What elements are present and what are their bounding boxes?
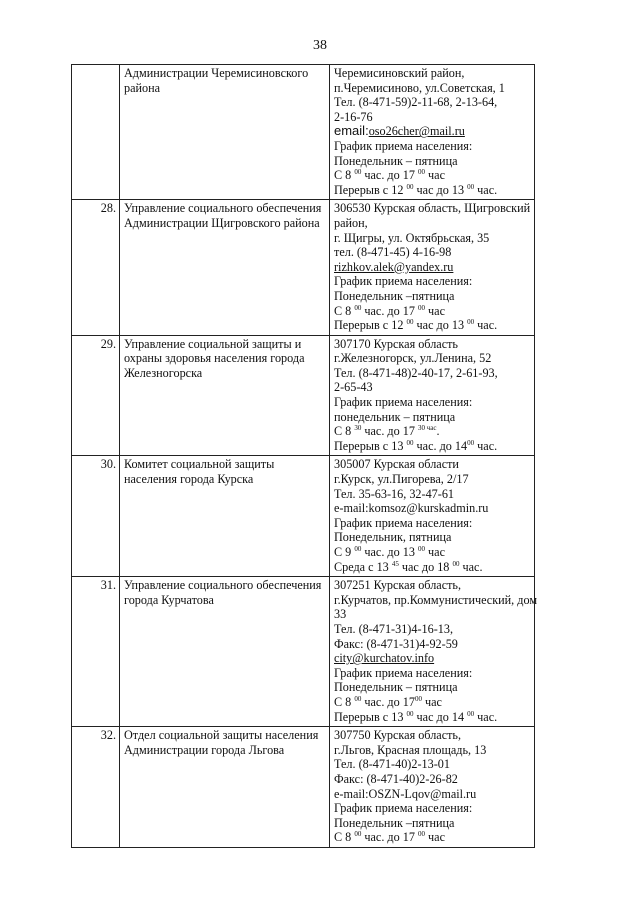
work-hours-text: С 8 — [334, 830, 355, 845]
schedule-title: График приема населения: — [334, 515, 473, 530]
work-hours-minutes: 00 — [354, 303, 362, 312]
break-hours — [334, 318, 531, 333]
row-number: 32. — [72, 727, 120, 848]
break-hours-text: час до 18 — [398, 559, 453, 574]
row-number: 28. — [72, 200, 120, 335]
work-hours-text: час — [425, 830, 445, 845]
row-number: 30. — [72, 456, 120, 577]
break-hours-text: Среда с 13 — [334, 559, 392, 574]
break-hours-minutes: 00 — [406, 182, 414, 191]
break-hours-text: час до 13 — [413, 182, 468, 197]
work-hours-text: час — [425, 545, 445, 559]
table-row — [72, 727, 535, 848]
email-line — [334, 124, 531, 139]
phone-line: 2-65-43 — [334, 380, 373, 395]
schedule-days: Понедельник, пятница — [334, 530, 452, 545]
work-hours-minutes: 30 — [354, 424, 362, 433]
phone-line: Факс: (8-471-31)4-92-59 — [334, 636, 458, 651]
address-line: 307750 Курская область, — [334, 728, 462, 743]
break-hours-text: Перерыв с 12 — [334, 182, 407, 197]
work-hours-minutes: 00 — [354, 830, 362, 839]
work-hours-text: час — [421, 694, 442, 709]
break-hours-minutes: 00 — [467, 709, 475, 718]
work-hours-minutes: 00 — [418, 168, 425, 177]
contact-info — [330, 335, 535, 456]
table-body — [72, 65, 538, 848]
address-line: г. Щигры, ул. Октябрьская, 35 — [334, 230, 490, 245]
work-hours-text: час. до 17 — [361, 694, 415, 709]
break-hours-text: час. — [474, 438, 498, 453]
contacts-table — [71, 64, 538, 848]
organization-name: Управление социальной защиты и охраны здоровья населения города Железногорска — [120, 335, 330, 456]
break-hours-minutes: 00 — [406, 438, 414, 447]
table-row — [72, 456, 535, 577]
work-hours-minutes: 00 — [418, 303, 425, 312]
break-hours — [334, 183, 531, 198]
address-line: п.Черемисиново, ул.Советская, 1 — [334, 80, 505, 95]
schedule-title: График приема населения: — [334, 395, 473, 410]
break-hours — [334, 439, 531, 454]
work-hours-text: С 8 — [334, 168, 355, 183]
address-line: 305007 Курская области — [334, 457, 459, 472]
organization-name: Управление социального обеспечения Администрации Щигровского района — [120, 200, 330, 335]
work-hours-text: час. до 17 — [361, 303, 418, 318]
break-hours-text: час. — [474, 182, 498, 197]
email-link[interactable]: oso26cher@mail.ru — [368, 124, 465, 139]
address-line: г.Льгов, Красная площадь, 13 — [334, 742, 487, 757]
phone-line: Факс: (8-471-40)2-26-82 — [334, 771, 458, 786]
work-hours — [334, 545, 531, 560]
contact-info — [330, 65, 535, 200]
work-hours — [334, 695, 531, 710]
work-hours-minutes: 00 — [414, 694, 422, 703]
break-hours-minutes: 00 — [452, 559, 460, 568]
break-hours-minutes: 45 — [391, 559, 399, 568]
address-line: г.Курск, ул.Пигорева, 2/17 — [334, 472, 469, 487]
work-hours-text: С 8 — [334, 424, 355, 439]
work-hours — [334, 304, 531, 319]
email-link[interactable]: rizhkov.alek@yandex.ru — [334, 259, 454, 274]
break-hours-text: час. — [474, 318, 498, 333]
phone-line: 2-16-76 — [334, 109, 373, 124]
break-hours — [334, 560, 531, 575]
email-line: e-mail:OSZN-Lqov@mail.ru — [334, 786, 477, 801]
work-hours-minutes: 00 — [354, 168, 362, 177]
schedule-title: График приема населения: — [334, 274, 473, 289]
address-line: Черемисиновский район, — [334, 66, 465, 80]
contact-info — [330, 727, 535, 848]
break-hours-minutes: 00 — [467, 438, 475, 447]
work-hours-minutes: 30 час — [418, 424, 437, 433]
work-hours-text: час. до 13 — [361, 545, 418, 559]
contact-info — [330, 456, 535, 577]
address-line: район, — [334, 215, 368, 230]
work-hours-text: час. до 17 — [361, 424, 418, 439]
schedule-days: Понедельник –пятница — [334, 288, 455, 303]
work-hours — [334, 424, 531, 439]
break-hours — [334, 710, 531, 725]
row-number: 31. — [72, 577, 120, 727]
table-row — [72, 577, 535, 727]
work-hours — [334, 830, 531, 845]
break-hours-text: час до 13 — [413, 318, 468, 333]
phone-line: Тел. (8-471-59)2-11-68, 2-13-64, — [334, 95, 498, 110]
page-number: 38 — [313, 38, 327, 53]
break-hours-minutes: 00 — [467, 182, 475, 191]
work-hours-minutes: 00 — [354, 545, 362, 553]
break-hours-text: Перерыв с 12 — [334, 318, 407, 333]
work-hours-text: час. до 17 — [361, 830, 418, 845]
break-hours-text: час. — [459, 559, 483, 574]
schedule-days: понедельник – пятница — [334, 409, 456, 424]
schedule-title: График приема населения: — [334, 138, 473, 153]
contact-info — [330, 577, 538, 727]
break-hours-text: час. — [474, 709, 498, 724]
work-hours-minutes: 00 — [354, 694, 362, 703]
schedule-days: Понедельник – пятница — [334, 680, 458, 695]
work-hours-text: . — [436, 424, 440, 439]
break-hours-minutes: 00 — [467, 318, 475, 327]
table-row — [72, 65, 535, 200]
work-hours-text: час — [425, 303, 445, 318]
schedule-days: Понедельник – пятница — [334, 153, 458, 168]
work-hours-minutes: 00 — [418, 545, 425, 553]
table-row — [72, 200, 535, 335]
schedule-title: График приема населения: — [334, 801, 473, 816]
email-label: email: — [334, 123, 369, 139]
work-hours-text: час. до 17 — [361, 168, 418, 183]
address-line: 307251 Курская область, — [334, 578, 462, 593]
schedule-days: Понедельник –пятница — [334, 815, 455, 830]
break-hours-text: час до 14 — [413, 709, 468, 724]
contact-info — [330, 200, 535, 335]
phone-line: Тел. (8-471-40)2-13-01 — [334, 757, 450, 772]
address-line: г.Железногорск, ул.Ленина, 52 — [334, 351, 492, 366]
phone-line: Тел. (8-471-31)4-16-13, — [334, 621, 453, 636]
break-hours-minutes: 00 — [406, 709, 414, 718]
organization-name: Администрации Черемисиновского района — [120, 65, 330, 200]
break-hours-text: Перерыв с 13 — [334, 709, 407, 724]
break-hours-minutes: 00 — [406, 318, 414, 327]
work-hours — [334, 168, 531, 183]
row-number — [72, 65, 120, 200]
phone-line: тел. (8-471-45) 4-16-98 — [334, 245, 452, 260]
address-line: 33 — [334, 607, 347, 622]
phone-line: Тел. 35-63-16, 32-47-61 — [334, 486, 455, 501]
schedule-title: График приема населения: — [334, 665, 473, 680]
phone-line: Тел. (8-471-48)2-40-17, 2-61-93, — [334, 365, 498, 380]
organization-name: Комитет социальной защиты населения города Курска — [120, 456, 330, 577]
table-row — [72, 335, 535, 456]
work-hours-text: С 8 — [334, 694, 355, 709]
email-link[interactable]: city@kurchatov.info — [334, 651, 435, 666]
break-hours-text: Перерыв с 13 — [334, 438, 407, 453]
work-hours-text: С 8 — [334, 303, 355, 318]
address-line: 307170 Курская область — [334, 336, 458, 351]
work-hours-minutes: 00 — [418, 830, 425, 839]
organization-name: Отдел социальной защиты населения Администрации города Льгова — [120, 727, 330, 848]
organization-name: Управление социального обеспечения города Курчатова — [120, 577, 330, 727]
break-hours-text: час. до 14 — [413, 438, 468, 453]
address-line: 306530 Курская область, Щигровский — [334, 201, 531, 216]
work-hours-text: С 9 — [334, 545, 355, 559]
email-line: e-mail:komsoz@kurskadmin.ru — [334, 501, 489, 516]
row-number: 29. — [72, 335, 120, 456]
work-hours-text: час — [425, 168, 445, 183]
address-line: г.Курчатов, пр.Коммунистический, дом — [334, 592, 538, 607]
